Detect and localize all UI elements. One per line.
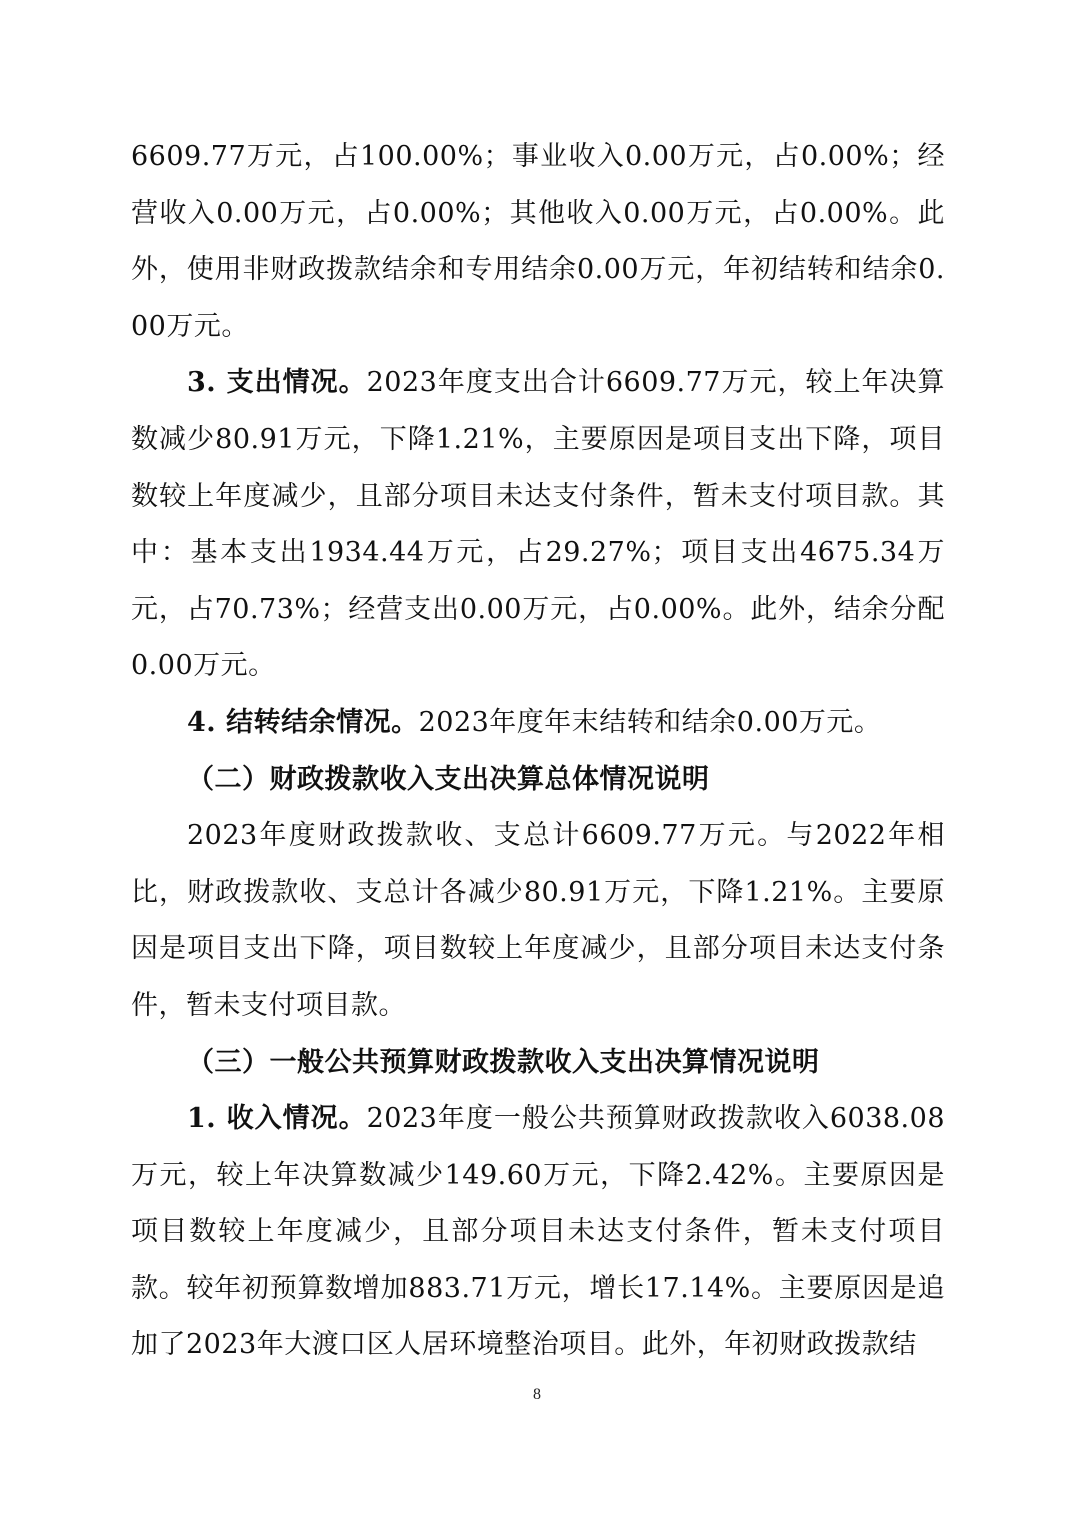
paragraph-text: 2023年度财政拨款收、支总计6609.77万元。与2022年相比，财政拨款收、支总计各减少80.91万元，下降1.21%。主要原因是项目支出下降，项目数较上年度减少，且部分项目未达支付条件，暂未支付项目款。 bbox=[131, 820, 945, 1021]
paragraph-text: 6609.77万元，占100.00%；事业收入0.00万元，占0.00%；经营收入0.00万元，占0.00%；其他收入0.00万元，占0.00%。此外，使用非财政拨款结余和专用结余0.00万元，年初结转和结余0.00万元。 bbox=[131, 141, 945, 342]
paragraph-lead: 1. 收入情况。 bbox=[187, 1103, 367, 1135]
paragraph-text: 2023年度年末结转和结余0.00万元。 bbox=[418, 706, 882, 738]
page-number: 8 bbox=[533, 1386, 541, 1403]
document-body bbox=[131, 129, 945, 1374]
paragraph-section-two bbox=[131, 808, 945, 1034]
paragraph-expenditure bbox=[131, 355, 945, 695]
paragraph-lead: 3. 支出情况。 bbox=[187, 367, 367, 399]
paragraph-text: 2023年度一般公共预算财政拨款收入6038.08万元，较上年决算数减少149.60万元，下降2.42%。主要原因是项目数较上年度减少，且部分项目未达支付条件，暂未支付项目款。较年初预算数增加883.71万元，增长17.14%。主要原因是追加了2023年大渡口区人居环境整治项目。此外，年初财政拨款结 bbox=[131, 1103, 945, 1361]
paragraph-section-three-income bbox=[131, 1091, 945, 1374]
section-two-heading: （二）财政拨款收入支出决算总体情况说明 bbox=[187, 763, 710, 795]
paragraph-income-continued bbox=[131, 129, 945, 355]
paragraph-text: 2023年度支出合计6609.77万元，较上年决算数减少80.91万元，下降1.21%，主要原因是项目支出下降，项目数较上年度减少，且部分项目未达支付条件，暂未支付项目款。其中：基本支出1934.44万元，占29.27%；项目支出4675.34万元，占70.73%；经营支出0.00万元，占0.00%。此外，结余分配0.00万元。 bbox=[131, 367, 945, 682]
paragraph-lead: 4. 结转结余情况。 bbox=[187, 706, 419, 738]
section-three-heading: （三）一般公共预算财政拨款收入支出决算情况说明 bbox=[187, 1046, 820, 1078]
paragraph-carryover bbox=[131, 695, 945, 752]
